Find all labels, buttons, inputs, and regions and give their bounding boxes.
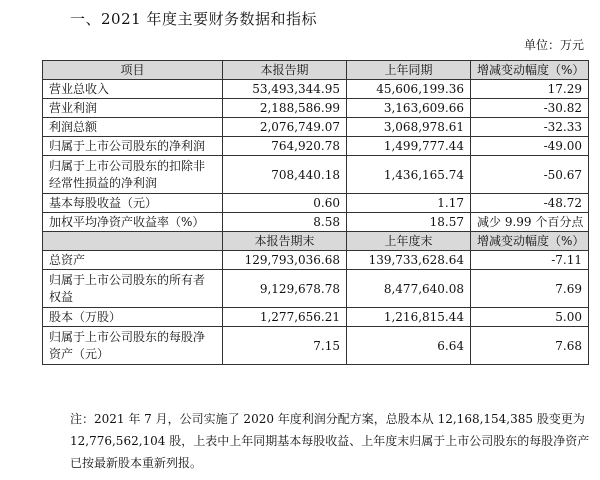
row-label: 营业总收入: [43, 80, 223, 99]
row-current-value: 129,793,036.68: [223, 251, 347, 270]
row-prior-value: 1.17: [347, 194, 471, 213]
row-change-value: -7.11: [471, 251, 589, 270]
row-label: 归属于上市公司股东的净利润: [43, 137, 223, 156]
row-label: 归属于上市公司股东的扣除非经常性损益的净利润: [43, 156, 223, 194]
row-label: 基本每股收益（元）: [43, 194, 223, 213]
row-change-value: -32.33: [471, 118, 589, 137]
header-prior: 上年度末: [347, 232, 471, 251]
header-current: 本报告期末: [223, 232, 347, 251]
row-current-value: 1,277,656.21: [223, 308, 347, 327]
row-change-value: 7.69: [471, 270, 589, 308]
row-change-value: -48.72: [471, 194, 589, 213]
table-row: [43, 270, 589, 308]
table-row: [43, 194, 589, 213]
row-prior-value: 3,163,609.66: [347, 99, 471, 118]
header-item: [43, 232, 223, 251]
row-current-value: 7.15: [223, 327, 347, 365]
row-change-value: 17.29: [471, 80, 589, 99]
unit-label: 单位：万元: [523, 38, 584, 52]
row-current-value: 53,493,344.95: [223, 80, 347, 99]
row-current-value: 708,440.18: [223, 156, 347, 194]
row-prior-value: 3,068,978.61: [347, 118, 471, 137]
row-change-value: 减少 9.99 个百分点: [471, 213, 589, 232]
section-title: 一、2021 年度主要财务数据和指标: [70, 10, 317, 28]
table-header-row: [43, 232, 589, 251]
header-item: 项目: [43, 61, 223, 80]
row-change-value: -49.00: [471, 137, 589, 156]
row-current-value: 0.60: [223, 194, 347, 213]
row-label: 营业利润: [43, 99, 223, 118]
row-label: 利润总额: [43, 118, 223, 137]
row-current-value: 8.58: [223, 213, 347, 232]
row-prior-value: 18.57: [347, 213, 471, 232]
table-row: [43, 118, 589, 137]
row-label: 归属于上市公司股东的每股净资产（元）: [43, 327, 223, 365]
row-label: 总资产: [43, 251, 223, 270]
table-row: [43, 137, 589, 156]
table-header-row: [43, 61, 589, 80]
row-prior-value: 1,436,165.74: [347, 156, 471, 194]
row-change-value: 5.00: [471, 308, 589, 327]
row-prior-value: 139,733,628.64: [347, 251, 471, 270]
row-current-value: 2,076,749.07: [223, 118, 347, 137]
header-change: 增减变动幅度（%）: [471, 61, 589, 80]
header-current: 本报告期: [223, 61, 347, 80]
row-current-value: 9,129,678.78: [223, 270, 347, 308]
row-label: 股本（万股）: [43, 308, 223, 327]
row-prior-value: 45,606,199.36: [347, 80, 471, 99]
footnote: 注：2021 年 7 月，公司实施了 2020 年度利润分配方案，总股本从 12,168,154,385 股变更为 12,776,562,104 股，上表中上年同期基本每股收益、上年度末归属于上市公司股东的每股净资产已按最新股本重新列报。: [70, 412, 590, 470]
row-prior-value: 8,477,640.08: [347, 270, 471, 308]
row-prior-value: 6.64: [347, 327, 471, 365]
row-change-value: -30.82: [471, 99, 589, 118]
header-prior: 上年同期: [347, 61, 471, 80]
header-change: 增减变动幅度（%）: [471, 232, 589, 251]
row-label: 加权平均净资产收益率（%）: [43, 213, 223, 232]
row-prior-value: 1,216,815.44: [347, 308, 471, 327]
financial-table: [42, 60, 589, 365]
row-current-value: 2,188,586.99: [223, 99, 347, 118]
table-row: [43, 327, 589, 365]
row-change-value: 7.68: [471, 327, 589, 365]
table-row: [43, 156, 589, 194]
table-row: [43, 251, 589, 270]
row-change-value: -50.67: [471, 156, 589, 194]
row-prior-value: 1,499,777.44: [347, 137, 471, 156]
table-row: [43, 99, 589, 118]
table-row: [43, 308, 589, 327]
table-row: [43, 80, 589, 99]
row-label: 归属于上市公司股东的所有者权益: [43, 270, 223, 308]
row-current-value: 764,920.78: [223, 137, 347, 156]
table-row: [43, 213, 589, 232]
